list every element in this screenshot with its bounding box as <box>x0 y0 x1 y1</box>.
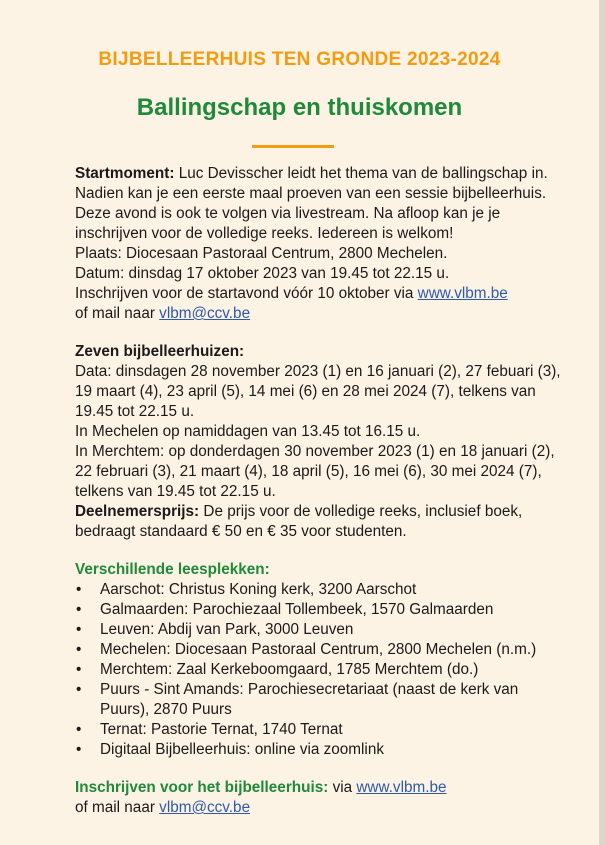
list-item: • Digitaal Bijbelleerhuis: online via zoomlink <box>75 740 575 760</box>
list-item: • Ternat: Pastorie Ternat, 1740 Ternat <box>75 720 575 740</box>
footer-register <box>75 778 575 798</box>
start-mail-text: of mail naar <box>75 305 155 322</box>
theme-title: Ballingschap en thuiskomen <box>136 94 463 121</box>
list-item: • Merchtem: Zaal Kerkeboomgaard, 1785 Merchtem (do.) <box>75 660 575 680</box>
start-line-2: Nadien kan je een eerste maal proeven van een sessie bijbelleerhuis. <box>75 185 547 202</box>
start-line-3: Deze avond is ook te volgen via livestream. Na afloop kan je je <box>75 205 501 222</box>
seven-data-2: 19 maart (4), 23 april (5), 14 mei (6) en 28 mei 2024 (7), telkens van <box>75 383 536 400</box>
document-body <box>75 164 575 818</box>
start-text: Luc Devisscher leidt het thema van de ballingschap in. <box>178 165 548 182</box>
start-line-4: inschrijven voor de volledige reeks. Iedereen is welkom! <box>75 225 454 242</box>
price-line-2: bedraagt standaard € 50 en € 35 voor studenten. <box>75 523 407 540</box>
footer-label: Inschrijven voor het bijbelleerhuis: <box>75 779 329 796</box>
seven-data-3: 19.45 tot 22.15 u. <box>75 403 195 420</box>
seven-merchtem-1: In Merchtem: op donderdagen 30 november 2023 (1) en 18 januari (2), <box>75 443 555 460</box>
list-item: • Leuven: Abdij van Park, 3000 Leuven <box>75 620 575 640</box>
seven-heading <box>75 342 575 362</box>
start-date: Datum: dinsdag 17 oktober 2023 van 19.45 tot 22.15 u. <box>75 265 450 282</box>
start-mail-link[interactable]: vlbm@ccv.be <box>159 305 251 322</box>
start-register-text: Inschrijven voor de startavond vóór 10 oktober via <box>75 285 414 302</box>
title-divider <box>252 145 334 148</box>
seven-mechelen: In Mechelen op namiddagen van 13.45 tot 16.15 u. <box>75 423 421 440</box>
places-list <box>75 580 575 760</box>
page-edge <box>599 0 605 845</box>
footer-mail-text: of mail naar <box>75 799 155 816</box>
start-register <box>75 284 575 304</box>
start-label: Startmoment: <box>75 165 175 182</box>
price-label: Deelnemersprijs: <box>75 503 200 520</box>
list-item: • Galmaarden: Parochiezaal Tollembeek, 1570 Galmaarden <box>75 600 575 620</box>
price-line-1 <box>75 502 575 522</box>
start-line-1 <box>75 164 575 184</box>
footer-via: via <box>332 779 353 796</box>
start-register-link[interactable]: www.vlbm.be <box>417 285 508 302</box>
footer-link[interactable]: www.vlbm.be <box>356 779 447 796</box>
list-item: • Mechelen: Diocesaan Pastoraal Centrum, 2800 Mechelen (n.m.) <box>75 640 575 660</box>
seven-merchtem-2: 22 februari (3), 21 maart (4), 18 april (5), 16 mei (6), 30 mei 2024 (7), <box>75 463 542 480</box>
list-item: • Puurs - Sint Amands: Parochiesecretariaat (naast de kerk van <box>75 680 575 700</box>
seven-heading-text: Zeven bijbelleerhuizen: <box>75 343 245 360</box>
places-heading: Verschillende leesplekken: <box>75 561 270 578</box>
footer-mail <box>75 798 575 818</box>
footer-mail-link[interactable]: vlbm@ccv.be <box>159 799 251 816</box>
seven-merchtem-3: telkens van 19.45 tot 22.15 u. <box>75 483 276 500</box>
puurs-continuation: Puurs), 2870 Puurs <box>100 701 232 718</box>
seven-data-1: Data: dinsdagen 28 november 2023 (1) en 16 januari (2), 27 febuari (3), <box>75 363 561 380</box>
start-place: Plaats: Diocesaan Pastoraal Centrum, 2800 Mechelen. <box>75 245 448 262</box>
list-item: • Aarschot: Christus Koning kerk, 3200 Aarschot <box>75 580 575 600</box>
series-title: BIJBELLEERHUIS TEN GRONDE 2023-2024 <box>98 49 501 70</box>
price-text: De prijs voor de volledige reeks, inclusief boek, <box>203 503 523 520</box>
start-mail <box>75 304 575 324</box>
